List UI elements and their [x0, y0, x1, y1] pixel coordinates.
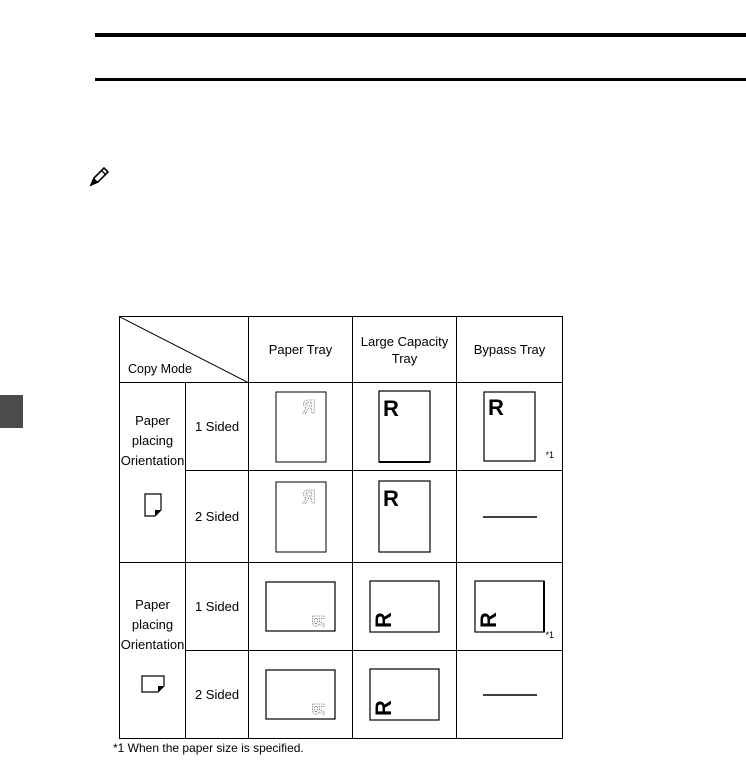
group-label-line: placing — [131, 433, 174, 448]
svg-text:R: R — [302, 396, 315, 417]
portrait-sheet-face-up-icon — [483, 391, 537, 463]
svg-text:R: R — [382, 395, 399, 421]
landscape-sheet-face-up-icon — [474, 580, 546, 634]
footnote-marker: *1 — [545, 630, 554, 640]
mode-label: 2 Sided — [194, 687, 240, 702]
header-rule-bottom — [95, 78, 746, 81]
group-label-line: Paper — [135, 597, 170, 612]
bypass-sheet-cell — [457, 383, 563, 471]
svg-text:R: R — [382, 485, 399, 511]
landscape-sheet-face-up-icon — [369, 668, 441, 722]
mode-label: 1 Sided — [194, 419, 240, 434]
bypass-sheet-cell — [457, 563, 563, 651]
large-capacity-sheet-cell — [353, 651, 457, 739]
portrait-sheet-face-up-icon — [378, 390, 432, 464]
paper-tray-sheet-cell — [249, 471, 353, 563]
mode-cell — [186, 471, 249, 563]
svg-text:R: R — [487, 394, 504, 420]
svg-text:R: R — [370, 611, 396, 628]
svg-text:R: R — [308, 702, 328, 715]
svg-text:R: R — [302, 486, 315, 507]
landscape-sheet-face-down-icon — [265, 669, 337, 721]
portrait-sheet-face-down-icon — [275, 391, 327, 463]
paper-tray-sheet-cell — [249, 651, 353, 739]
chapter-side-tab — [0, 395, 23, 428]
svg-text:R: R — [475, 611, 501, 628]
portrait-sheet-face-down-icon — [275, 481, 327, 553]
group-label-line: Paper — [135, 413, 170, 428]
col-header-label: Tray — [391, 350, 418, 366]
col-header-label: Paper Tray — [268, 342, 333, 357]
mode-cell — [186, 563, 249, 651]
portrait-page-icon — [144, 493, 162, 517]
mode-cell — [186, 383, 249, 471]
group-label-line: placing — [131, 617, 174, 632]
footnote-marker: *1 — [545, 450, 554, 460]
group-label-line: Orientation — [120, 453, 185, 468]
pencil-note-icon — [88, 166, 110, 188]
bypass-not-applicable-cell — [457, 471, 563, 563]
large-capacity-sheet-cell — [353, 563, 457, 651]
not-applicable-dash — [483, 515, 537, 519]
col-header-bypass-tray — [457, 317, 563, 383]
landscape-sheet-face-down-icon — [265, 581, 337, 633]
table-footnote: *1 When the paper size is specified. — [113, 741, 304, 755]
large-capacity-sheet-cell — [353, 383, 457, 471]
mode-label: 1 Sided — [194, 599, 240, 614]
paper-tray-sheet-cell — [249, 563, 353, 651]
not-applicable-dash — [483, 693, 537, 697]
col-header-paper-tray — [249, 317, 353, 383]
large-capacity-sheet-cell — [353, 471, 457, 563]
group-landscape-cell — [120, 563, 186, 739]
mode-cell — [186, 651, 249, 739]
paper-orientation-table — [119, 316, 563, 739]
bypass-not-applicable-cell — [457, 651, 563, 739]
copy-mode-label: Copy Mode — [128, 362, 192, 376]
copy-mode-corner-cell — [120, 317, 249, 383]
group-label-line: Orientation — [120, 637, 185, 652]
header-rule-top — [95, 33, 746, 37]
mode-label: 2 Sided — [194, 509, 240, 524]
svg-text:R: R — [370, 699, 396, 716]
landscape-sheet-face-up-icon — [369, 580, 441, 634]
paper-tray-sheet-cell — [249, 383, 353, 471]
col-header-large-capacity-tray — [353, 317, 457, 383]
portrait-sheet-face-up-icon — [378, 480, 432, 554]
col-header-label: Large Capacity — [360, 333, 449, 349]
col-header-label: Bypass Tray — [473, 342, 546, 357]
landscape-page-icon — [141, 675, 165, 693]
group-portrait-cell — [120, 383, 186, 563]
svg-text:R: R — [308, 614, 328, 627]
